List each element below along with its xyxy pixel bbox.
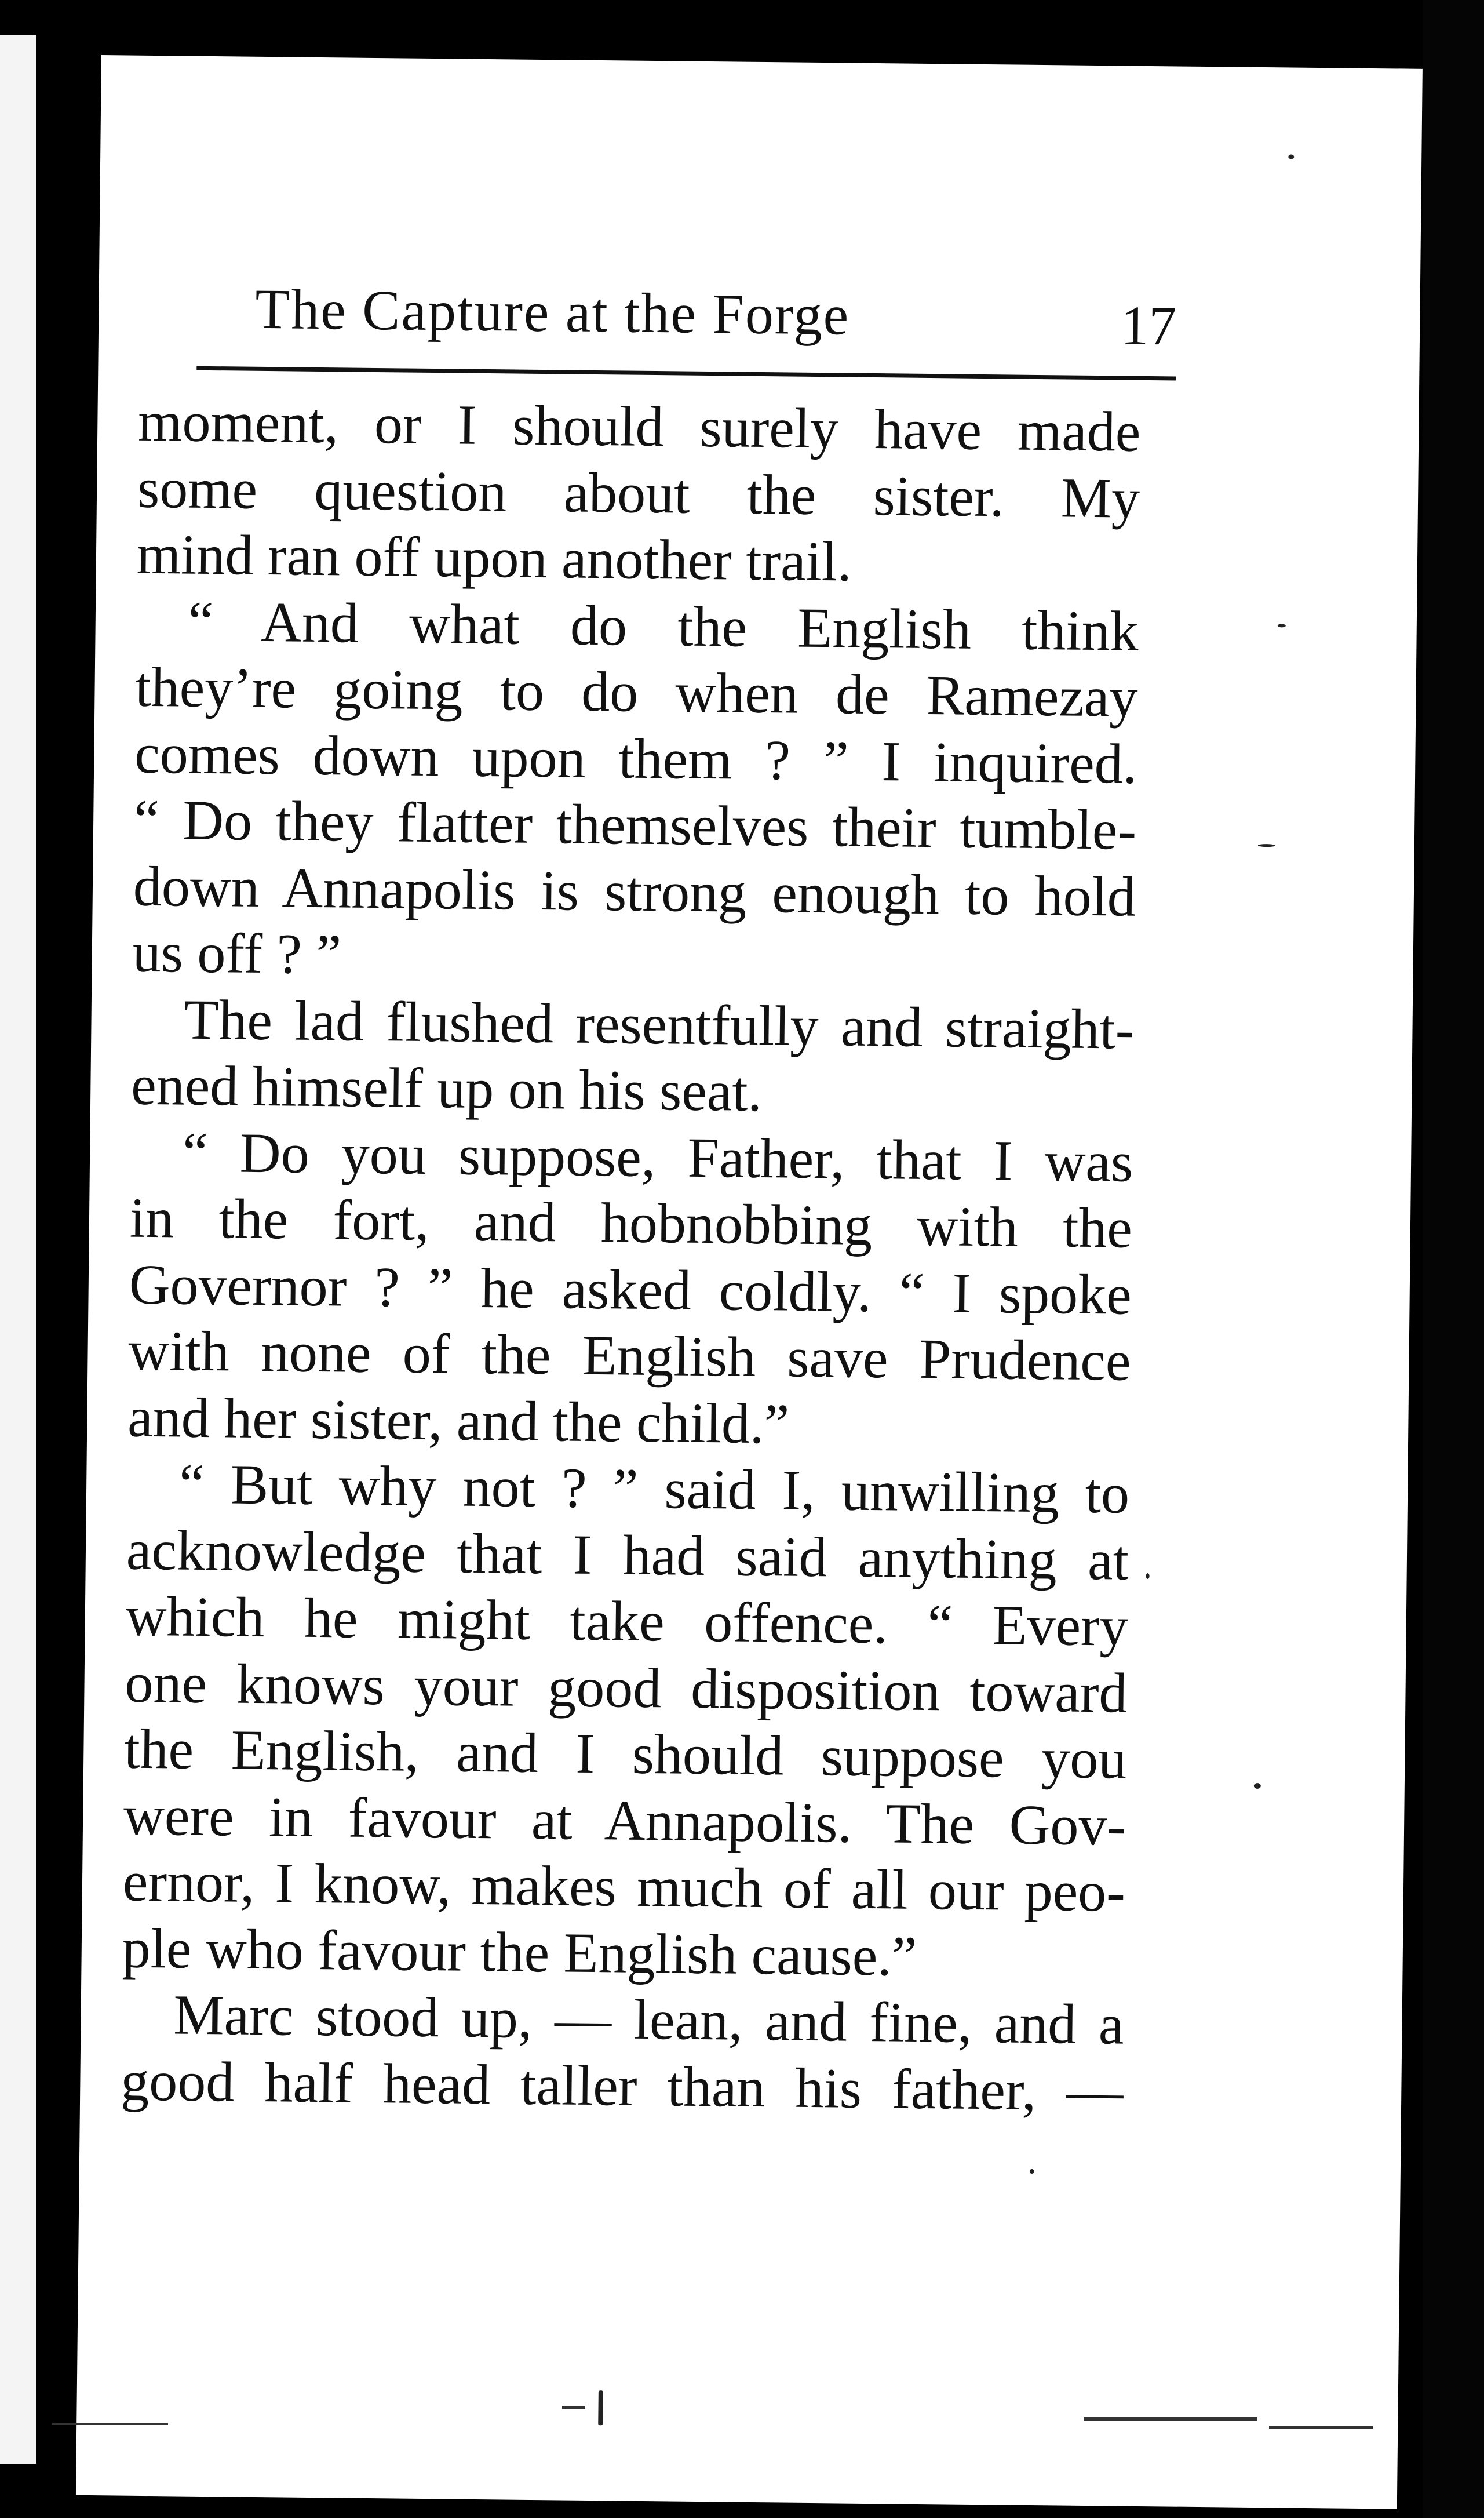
text-line: down Annapolis is strong enough to hold [133,855,1136,929]
text-line: “ And what do the English think [188,590,1139,663]
scan-speck [1278,624,1286,627]
scan-noise [52,2400,1385,2446]
text-line: one knows your good disposition toward [125,1651,1128,1725]
facing-page-edge [0,35,36,2464]
text-line: with none of the English save Prudence [128,1319,1132,1393]
text-line: some question about the sister. My [137,457,1140,530]
text-line: were in favour at Annapolis. The Gov- [123,1784,1126,1858]
text-line: they’re going to do when de Ramezay [135,656,1139,729]
text-line: good half head taller than his father, — [120,2050,1124,2123]
text-line: “ Do they flatter themselves their tumble- [133,788,1137,862]
page-number: 17 [1120,294,1177,357]
text-line: and her sister, and the child.” [127,1386,790,1456]
header-rule [196,366,1176,381]
text-line: in the fort, and hobnobbing with the [129,1187,1133,1260]
running-title: The Capture at the Forge [254,278,850,347]
scan-speck [1254,1783,1261,1789]
text-line: The lad flushed resentfully and straight- [184,988,1135,1061]
scan-speck [1258,844,1275,847]
text-line: ernor, I know, makes much of all our peo- [122,1850,1126,1924]
body-text [121,389,1141,2125]
text-line: mind ran off upon another trail. [136,523,852,594]
text-line: us off ? ” [132,921,342,987]
scan-speck [1030,2169,1034,2174]
text-line: ened himself up on his seat. [130,1054,763,1124]
book-page [76,55,1423,2509]
text-line: “ But why not ? ” said I, unwilling to [178,1453,1130,1526]
scan-speck [1146,1573,1150,1579]
page-header [254,277,1176,374]
text-line: the English, and I should suppose you [123,1718,1127,1791]
text-line: “ Do you suppose, Father, that I was [182,1121,1133,1194]
text-line: moment, or I should surely have made [137,390,1141,464]
text-line: comes down upon them ? ” I inquired. [134,722,1137,796]
text-line: Marc stood up, — lean, and fine, and a [173,1984,1125,2057]
text-line: ple who favour the English cause.” [122,1917,917,1988]
text-line: which he might take offence. “ Every [125,1585,1129,1658]
dark-book-edge [1423,0,1484,2518]
scan-speck [1288,154,1294,159]
text-line: Governor ? ” he asked coldly. “ I spoke [129,1253,1132,1327]
text-line: acknowledge that I had said anything at [126,1519,1129,1592]
